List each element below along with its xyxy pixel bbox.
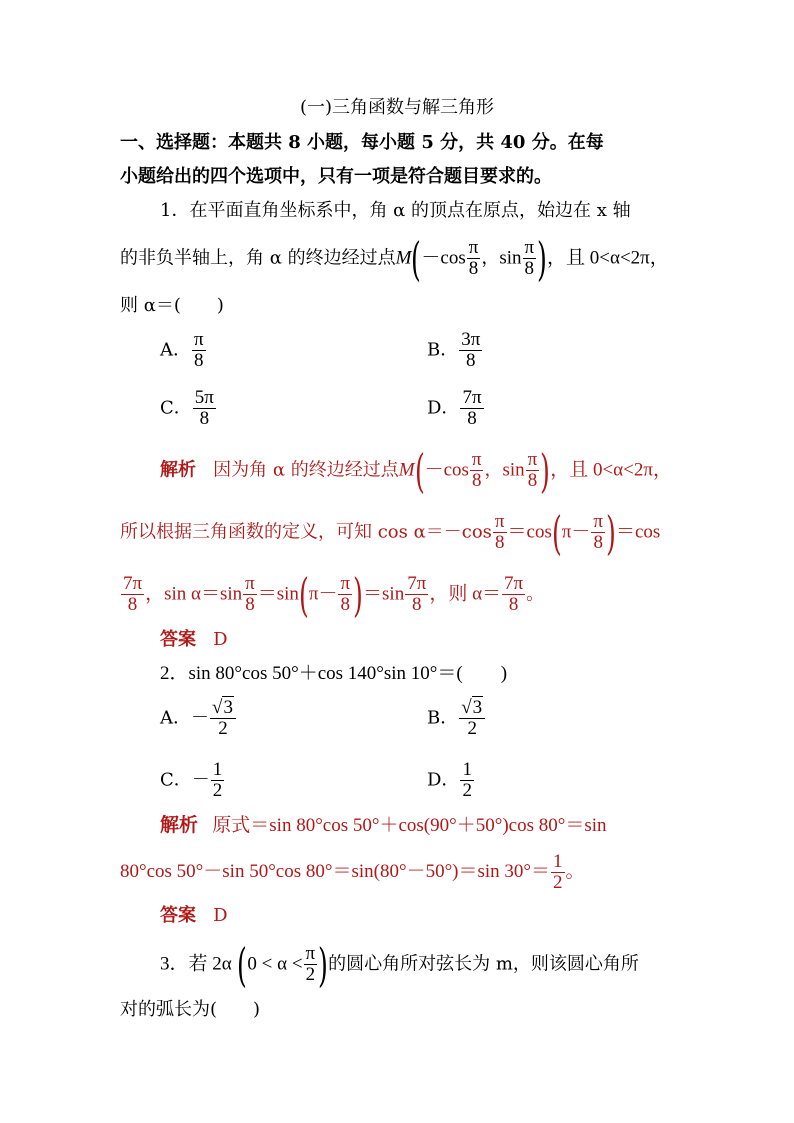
- comma: ，: [484, 459, 503, 481]
- solution-text: 80°cos 50°－sin 50°cos 80°＝sin(80°－50°)＝sin 30°＝: [120, 860, 551, 882]
- right-paren: ): [606, 505, 616, 560]
- option-a-fraction: [192, 330, 206, 371]
- fraction-denominator: 8: [199, 408, 210, 429]
- q1-stem-line3: 则 α＝( ): [120, 295, 224, 316]
- condition-text: 0 < α <: [247, 953, 303, 975]
- fraction-numerator: π: [494, 511, 505, 532]
- fraction-numerator: π: [245, 573, 255, 594]
- fraction-denominator: 8: [471, 470, 482, 491]
- minus-sign: －: [191, 707, 209, 729]
- q1-range-text: ，且 0<α<2π，: [547, 247, 669, 269]
- left-paren: (: [414, 443, 425, 498]
- q3-stem-line1: [160, 937, 716, 992]
- equals-cos-text: ＝cos: [615, 521, 661, 543]
- fraction-denominator: 2: [305, 964, 316, 985]
- fraction-denominator: 2: [212, 780, 223, 801]
- option-label: B．: [427, 339, 459, 361]
- q1-option-c: [160, 388, 217, 429]
- right-paren: ): [353, 567, 363, 622]
- q2-stem: 2．sin 80°cos 50°＋cos 140°sin 10°＝( ): [160, 663, 508, 684]
- equals-cos-text: ＝cos: [507, 521, 552, 543]
- fraction-numerator: π: [340, 573, 351, 594]
- fraction-denominator: 8: [466, 350, 476, 371]
- fraction-denominator: 8: [245, 594, 255, 615]
- pi-minus-text: π－: [308, 583, 338, 605]
- fraction-numerator: 7π: [407, 573, 427, 594]
- right-paren: ): [537, 231, 548, 286]
- option-label: B．: [427, 707, 459, 729]
- period: 。: [526, 583, 545, 605]
- q2-option-b: [427, 698, 486, 739]
- fraction-denominator: 8: [467, 408, 477, 429]
- q2-option-a: [160, 698, 237, 739]
- sqrt-symbol: √3: [461, 697, 483, 718]
- option-label: A．: [160, 707, 191, 729]
- fraction-denominator: 8: [412, 594, 422, 615]
- fraction-numerator: 1: [212, 759, 223, 780]
- q2-option-d: [427, 760, 475, 801]
- seven-pi-over-8-fraction: [405, 574, 428, 615]
- period: 。: [565, 860, 585, 882]
- option-c-fraction: [193, 388, 216, 429]
- fraction-numerator: 7π: [504, 573, 524, 594]
- fraction-numerator: π: [527, 449, 538, 470]
- pi-over-8-fraction: [338, 574, 352, 615]
- q1-stem-text: 的非负半轴上，角 α 的终边经过点: [120, 247, 396, 269]
- fraction-numerator: π: [468, 237, 479, 258]
- page-title: (一)三角函数与解三角形: [299, 97, 495, 118]
- option-b-fraction: [459, 698, 485, 739]
- fraction-denominator: 8: [340, 594, 351, 615]
- fraction-numerator: 7π: [462, 387, 482, 408]
- option-label: C．: [160, 397, 192, 419]
- pi-over-8-fraction: [591, 512, 605, 553]
- solution-text: ，则 α＝: [429, 583, 502, 605]
- solution-label: 解析: [160, 459, 196, 481]
- fraction-numerator: 1: [462, 759, 472, 780]
- option-label: C．: [160, 769, 192, 791]
- fraction-numerator: π: [194, 329, 204, 350]
- option-c-fraction: [211, 760, 225, 801]
- section-heading-line1: 一、选择题：本题共 8 小题，每小题 5 分，共 40 分。在每: [120, 132, 604, 153]
- fraction-numerator: [459, 698, 485, 719]
- pi-over-8-fraction: [467, 238, 481, 279]
- answer-value: D: [213, 629, 228, 650]
- fraction-denominator: 8: [527, 470, 538, 491]
- q1-solution-line1: [160, 443, 716, 498]
- sin-text: sin: [499, 247, 522, 269]
- answer-label: 答案: [160, 629, 196, 650]
- q1-option-d: [427, 388, 485, 429]
- solution-text: 因为角 α 的终边经过点: [213, 459, 399, 481]
- neg-cos-text: －cos: [424, 459, 469, 481]
- comma: ，: [481, 247, 500, 269]
- left-paren: (: [411, 231, 422, 286]
- fraction-numerator: π: [524, 237, 535, 258]
- solution-text: 所以根据三角函数的定义，可知 cos α＝－cos: [120, 521, 492, 543]
- q1-option-b: [427, 330, 483, 371]
- q2-solution-line1: [160, 812, 716, 840]
- fraction-denominator: 8: [468, 258, 479, 279]
- option-d-fraction: [460, 760, 474, 801]
- point-m-label: M: [395, 247, 412, 269]
- q3-stem-line2: 对的弧长为( ): [120, 999, 261, 1020]
- sin-text: sin: [502, 459, 525, 481]
- solution-text: ，sin α＝sin: [145, 583, 243, 605]
- pi-over-8-fraction: [523, 238, 537, 279]
- fraction-denominator: 8: [494, 532, 505, 553]
- pi-over-8-fraction: [243, 574, 257, 615]
- fraction-numerator: [210, 698, 236, 719]
- right-paren: ): [318, 937, 329, 992]
- seven-pi-over-8-fraction: [121, 574, 144, 615]
- left-paren: (: [298, 567, 309, 622]
- fraction-denominator: 8: [127, 594, 138, 615]
- option-label: A．: [160, 339, 191, 361]
- fraction-numerator: π: [593, 511, 603, 532]
- q2-option-c: [160, 760, 225, 801]
- minus-sign: －: [191, 769, 210, 791]
- option-label: D．: [427, 769, 460, 791]
- q2-answer: [160, 902, 716, 930]
- radicand: 3: [223, 697, 233, 718]
- pi-minus-text: π－: [561, 521, 591, 543]
- q1-option-a: [160, 330, 207, 371]
- q1-stem-line1: 1．在平面直角坐标系中，角 α 的顶点在原点，始边在 x 轴: [160, 200, 631, 221]
- fraction-numerator: 5π: [194, 387, 214, 408]
- left-paren: (: [551, 505, 562, 560]
- point-m-label: M: [398, 459, 415, 481]
- sqrt-symbol: √3: [212, 697, 233, 718]
- neg-cos-text: －cos: [421, 247, 466, 269]
- solution-text: 原式＝sin 80°cos 50°＋cos(90°＋50°)cos 80°＝sin: [212, 815, 607, 836]
- option-label: D．: [427, 397, 460, 419]
- answer-value: D: [213, 905, 228, 926]
- q1-answer: [160, 626, 716, 654]
- q3-stem-text: 的圆心角所对弦长为 m，则该圆心角所: [328, 953, 639, 975]
- pi-over-8-fraction: [470, 450, 484, 491]
- answer-label: 答案: [160, 905, 196, 926]
- q1-stem-line2: [120, 231, 676, 286]
- right-paren: ): [540, 443, 551, 498]
- fraction-denominator: 2: [462, 780, 472, 801]
- solution-label: 解析: [160, 815, 199, 836]
- pi-over-8-fraction: [526, 450, 540, 491]
- fraction-denominator: 2: [218, 718, 228, 739]
- q3-stem-text: 3．若 2α: [160, 953, 232, 975]
- fraction-numerator: 7π: [123, 573, 143, 594]
- equals-sin-text: ＝sin: [257, 583, 299, 605]
- section-heading-line2: 小题给出的四个选项中，只有一项是符合题目要求的。: [120, 166, 552, 187]
- fraction-denominator: 8: [508, 594, 519, 615]
- fraction-numerator: π: [471, 449, 482, 470]
- one-half-fraction: [551, 852, 565, 893]
- fraction-denominator: 8: [524, 258, 535, 279]
- q2-solution-line2: [120, 852, 676, 893]
- pi-over-2-fraction: [304, 944, 318, 985]
- seven-pi-over-8-fraction: [502, 574, 525, 615]
- fraction-denominator: 8: [194, 350, 204, 371]
- radicand: 3: [472, 697, 483, 718]
- option-d-fraction: [460, 388, 483, 429]
- q1-solution-line2: [120, 505, 676, 560]
- fraction-denominator: 8: [593, 532, 603, 553]
- fraction-denominator: 2: [467, 718, 477, 739]
- option-b-fraction: [459, 330, 482, 371]
- option-a-fraction: [210, 698, 236, 739]
- left-paren: (: [237, 937, 248, 992]
- fraction-numerator: 1: [553, 851, 563, 872]
- fraction-numerator: 3π: [461, 329, 481, 350]
- fraction-numerator: π: [305, 943, 316, 964]
- equals-sin-text: ＝sin: [363, 583, 405, 605]
- fraction-denominator: 2: [553, 872, 563, 893]
- pi-over-8-fraction: [493, 512, 507, 553]
- q1-solution-line3: [120, 567, 676, 622]
- solution-text: ，且 0<α<2π，: [550, 459, 672, 481]
